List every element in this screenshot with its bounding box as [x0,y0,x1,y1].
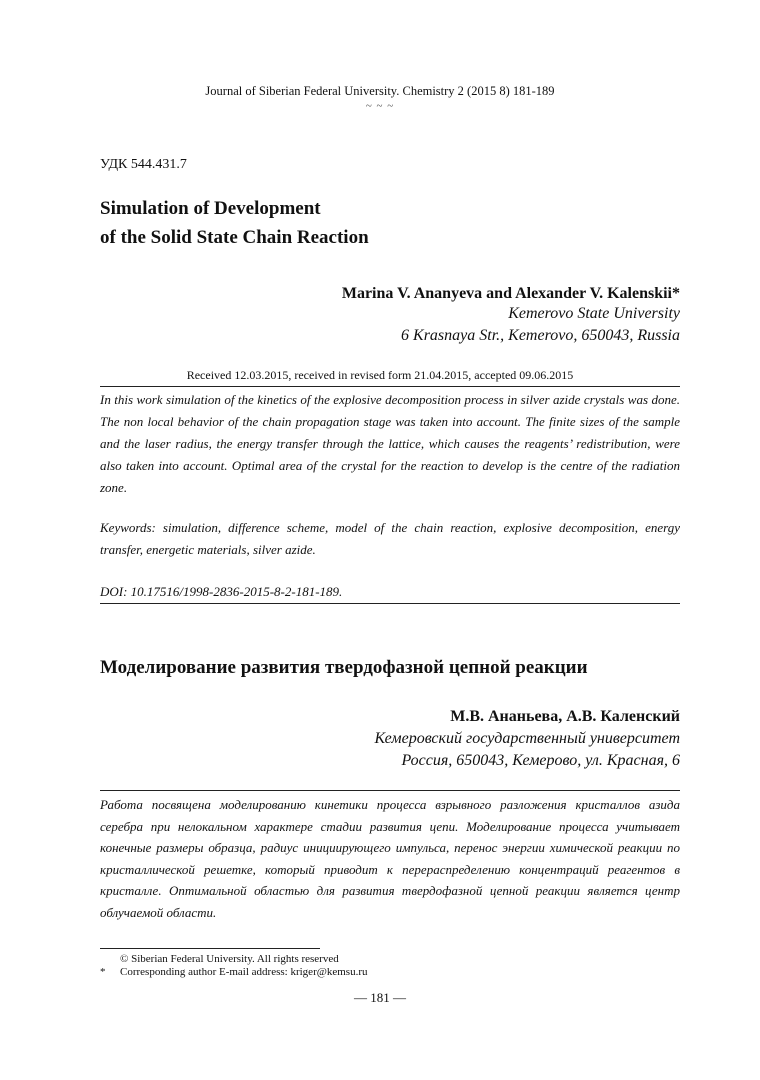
affiliation-en-line2: 6 Krasnaya Str., Kemerovo, 650043, Russia [401,327,680,344]
article-title-en [100,194,369,252]
affiliation-ru-line2: Россия, 650043, Кемерово, ул. Красная, 6 [401,752,680,769]
divider-bottom [100,790,680,791]
article-title-ru: Моделирование развития твердофазной цепной реакции [100,657,588,678]
authors-en: Marina V. Ananyeva and Alexander V. Kalenskii* [341,285,680,302]
divider-middle [100,603,680,604]
abstract-en: In this work simulation of the kinetics of the explosive decomposition process in silver azide crystals was done. The non local behavior of the chain propagation stage was taken into account. The finite sizes of the sample and the laser radius, the energy transfer through the lattice, which causes the reagents’ redistribution, were also taken into account. Optimal area of the crystal for the reaction to develop is the centre of the radiation zone. [100,392,680,495]
affiliation-ru-line1: Кемеровский государственный университет [374,730,680,747]
authors-ru: М.В. Ананьева, А.В. Каленский [450,708,680,725]
udk-code: УДК 544.431.7 [100,157,187,172]
article-title-en-line2: of the Solid State Chain Reaction [100,227,369,248]
header-ornament: ~ ~ ~ [365,100,395,112]
footnote-rule [100,948,320,949]
footnote-star-mark: * [100,966,106,978]
divider-top [100,386,680,387]
affiliation-en-line1: Kemerovo State University [508,305,680,322]
article-title-en-line1: Simulation of Development [100,198,321,219]
footnote-corresponding-text: Corresponding author E-mail address: kriger@kemsu.ru [120,966,368,978]
doi: DOI: 10.17516/1998-2836-2015-8-2-181-189. [100,584,343,599]
received-dates: Received 12.03.2015, received in revised form 21.04.2015, accepted 09.06.2015 [186,368,574,382]
footnote-corresponding [100,966,368,978]
abstract-ru: Работа посвящена моделированию кинетики процесса взрывного разложения кристаллов азида серебра при нелокальном характере стадии развития цепи. Моделирование процесса учитывает конечные размеры образца, радиус инициирующего импульса, перенос энергии химической реакции по кристаллической решетке, который приводит к перераспределению концентраций реагентов в кристалле. Оптимальной областью для развития твердофазной цепной реакции является центр облучаемой области. [100,797,680,920]
footnote-copyright-text: © Siberian Federal University. All rights reserved [120,953,339,965]
keywords-en: Keywords: simulation, difference scheme, model of the chain reaction, explosive decomposition, energy transfer, energetic materials, silver azide. [100,520,680,557]
journal-header: Journal of Siberian Federal University. Chemistry 2 (2015 8) 181-189 [205,84,555,98]
footnote-copyright [100,953,339,965]
page-number: — 181 — [354,990,406,1005]
